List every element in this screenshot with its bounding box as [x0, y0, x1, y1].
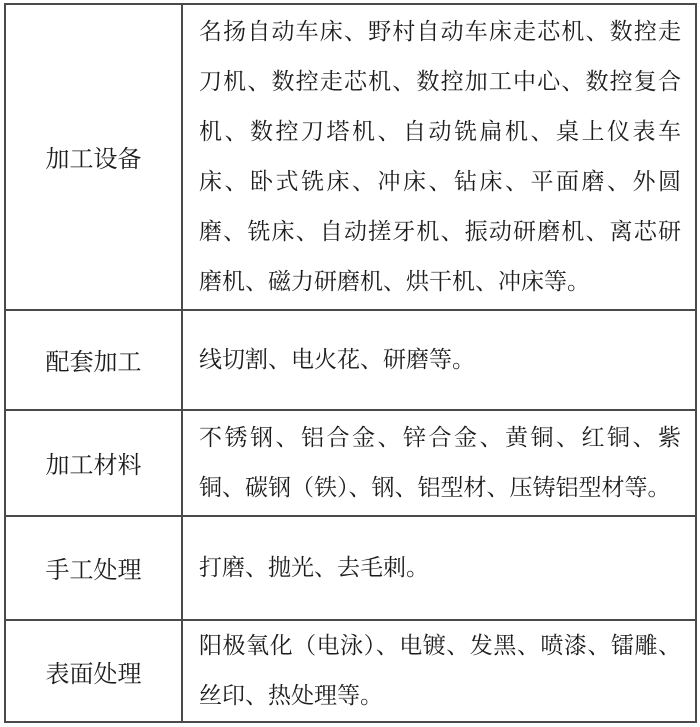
- row-content-cell: [183, 5, 695, 309]
- row-label-cell: [6, 621, 183, 721]
- row-label: 配套加工: [45, 350, 142, 377]
- row-content-cell: [183, 411, 695, 514]
- row-label-cell: [6, 517, 183, 620]
- table-row-processing-equipment: [6, 5, 695, 309]
- row-label: 加工材料: [45, 453, 142, 480]
- table-row-manual-processing: [6, 515, 695, 620]
- row-label-cell: [6, 411, 183, 514]
- row-content-text: 线切割、电火花、研磨等。: [199, 346, 475, 372]
- row-content-cell: [183, 311, 695, 410]
- row-content-cell: [183, 621, 695, 721]
- row-label: 表面处理: [45, 661, 142, 688]
- table-row-processing-materials: [6, 409, 695, 514]
- row-content-text: 名扬自动车床、野村自动车床走芯机、数控走刀机、数控走芯机、数控加工中心、数控复合机、数控刀塔机、自动铣扁机、桌上仪表车床、卧式铣床、冲床、钻床、平面磨、外圆磨、铣床、自动搓牙机、振动研磨机、离芯研磨机、磁力研磨机、烘干机、冲床等。: [199, 18, 681, 294]
- table-row-supporting-processing: [6, 309, 695, 410]
- row-label-cell: [6, 311, 183, 410]
- row-content-text: 不锈钢、铝合金、锌合金、黄铜、红铜、紫铜、碳钢（铁）、钢、铝型材、压铸铝型材等。: [199, 424, 681, 500]
- row-label-cell: [6, 5, 183, 309]
- row-content-cell: [183, 517, 695, 620]
- row-label: 手工处理: [45, 558, 142, 585]
- spec-table: [4, 3, 697, 723]
- row-content-text: 打磨、抛光、去毛刺。: [199, 554, 429, 580]
- row-content-text: 阳极氧化（电泳）、电镀、发黑、喷漆、镭雕、丝印、热处理等。: [199, 633, 681, 708]
- row-label: 加工设备: [45, 147, 142, 174]
- table-row-surface-treatment: [6, 619, 695, 721]
